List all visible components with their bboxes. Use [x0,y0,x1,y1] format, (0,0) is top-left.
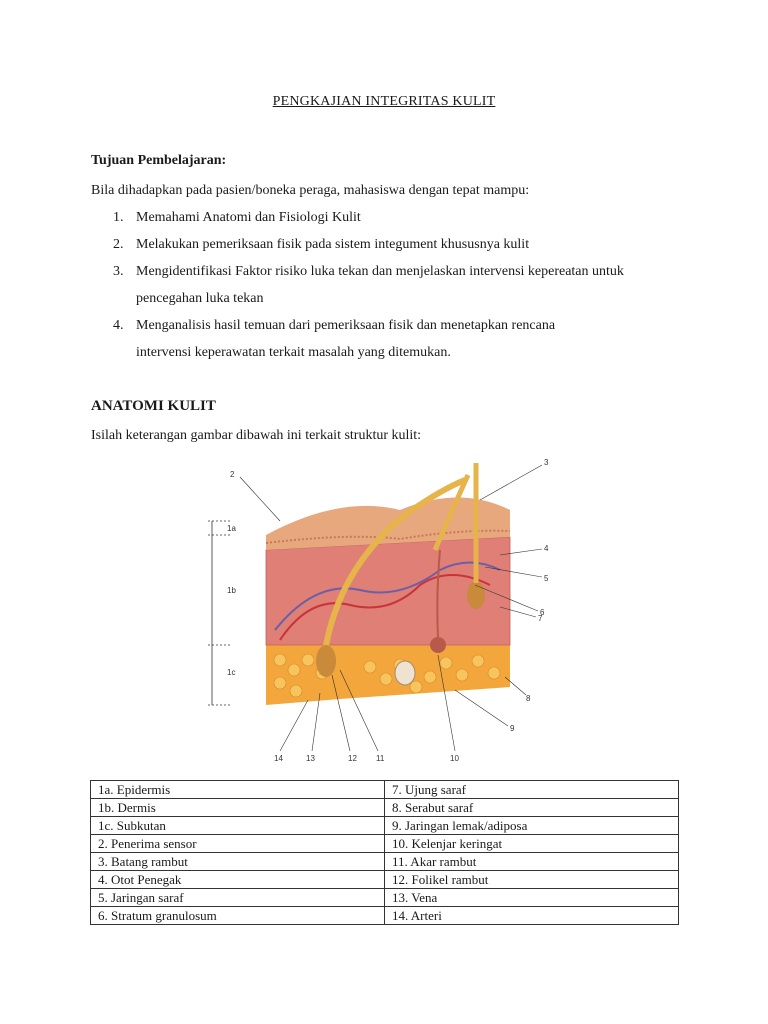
anatomy-instruction: Isilah keterangan gambar dibawah ini terkait struktur kulit: [91,428,422,443]
callout-7: 7 [538,614,543,623]
table-row [91,853,679,871]
skin-anatomy-diagram [200,455,560,767]
table-cell: 14. Arteri [385,907,679,925]
callout-5: 5 [544,574,549,583]
table-cell: 4. Otot Penegak [91,871,385,889]
objective-text: Menganalisis hasil temuan dari pemeriksaan fisik dan menetapkan rencana [136,318,556,333]
table-cell: 11. Akar rambut [385,853,679,871]
table-cell: 6. Stratum granulosum [91,907,385,925]
table-row [91,871,679,889]
callout-9: 9 [510,724,515,733]
objective-number: 4. [113,318,124,333]
page-title: PENGKAJIAN INTEGRITAS KULIT [272,94,496,109]
objectives-intro: Bila dihadapkan pada pasien/boneka peraga, mahasiswa dengan tepat mampu: [91,183,530,198]
callout-12: 12 [348,754,357,763]
table-row [91,835,679,853]
table-cell: 2. Penerima sensor [91,835,385,853]
layer-label-1b: 1b [227,586,236,595]
objective-number: 1. [113,210,124,225]
table-cell: 1a. Epidermis [91,781,385,799]
table-cell: 1b. Dermis [91,799,385,817]
objective-number: 2. [113,237,124,252]
objective-text: Memahami Anatomi dan Fisiologi Kulit [136,210,361,225]
objective-text: Melakukan pemeriksaan fisik pada sistem integument khususnya kulit [136,237,530,252]
callout-13: 13 [306,754,315,763]
objective-text-continued: intervensi keperawatan terkait masalah yang ditemukan. [136,345,451,360]
callout-3: 3 [544,458,549,467]
objective-text: Mengidentifikasi Faktor risiko luka tekan dan menjelaskan intervensi kepereatan untuk [136,264,624,279]
table-row [91,907,679,925]
callout-8: 8 [526,694,531,703]
callout-6: 6 [540,608,545,617]
table-cell: 13. Vena [385,889,679,907]
callout-10: 10 [450,754,459,763]
table-cell: 1c. Subkutan [91,817,385,835]
skin-anatomy-illustration [200,455,560,767]
table-row [91,817,679,835]
table-row [91,799,679,817]
table-cell: 9. Jaringan lemak/adiposa [385,817,679,835]
legend-table [90,780,679,925]
callout-11: 11 [376,754,385,763]
objectives-heading: Tujuan Pembelajaran: [91,153,227,168]
anatomy-heading: ANATOMI KULIT [91,398,216,414]
layer-label-1c: 1c [227,668,236,677]
callout-14: 14 [274,754,283,763]
table-cell: 12. Folikel rambut [385,871,679,889]
objective-number: 3. [113,264,124,279]
callout-4: 4 [544,544,549,553]
table-cell: 10. Kelenjar keringat [385,835,679,853]
table-row [91,889,679,907]
layer-label-1a: 1a [227,524,236,533]
table-row [91,781,679,799]
objective-text-continued: pencegahan luka tekan [136,291,264,306]
table-cell: 5. Jaringan saraf [91,889,385,907]
table-cell: 8. Serabut saraf [385,799,679,817]
table-cell: 7. Ujung saraf [385,781,679,799]
table-cell: 3. Batang rambut [91,853,385,871]
callout-2: 2 [230,470,235,479]
